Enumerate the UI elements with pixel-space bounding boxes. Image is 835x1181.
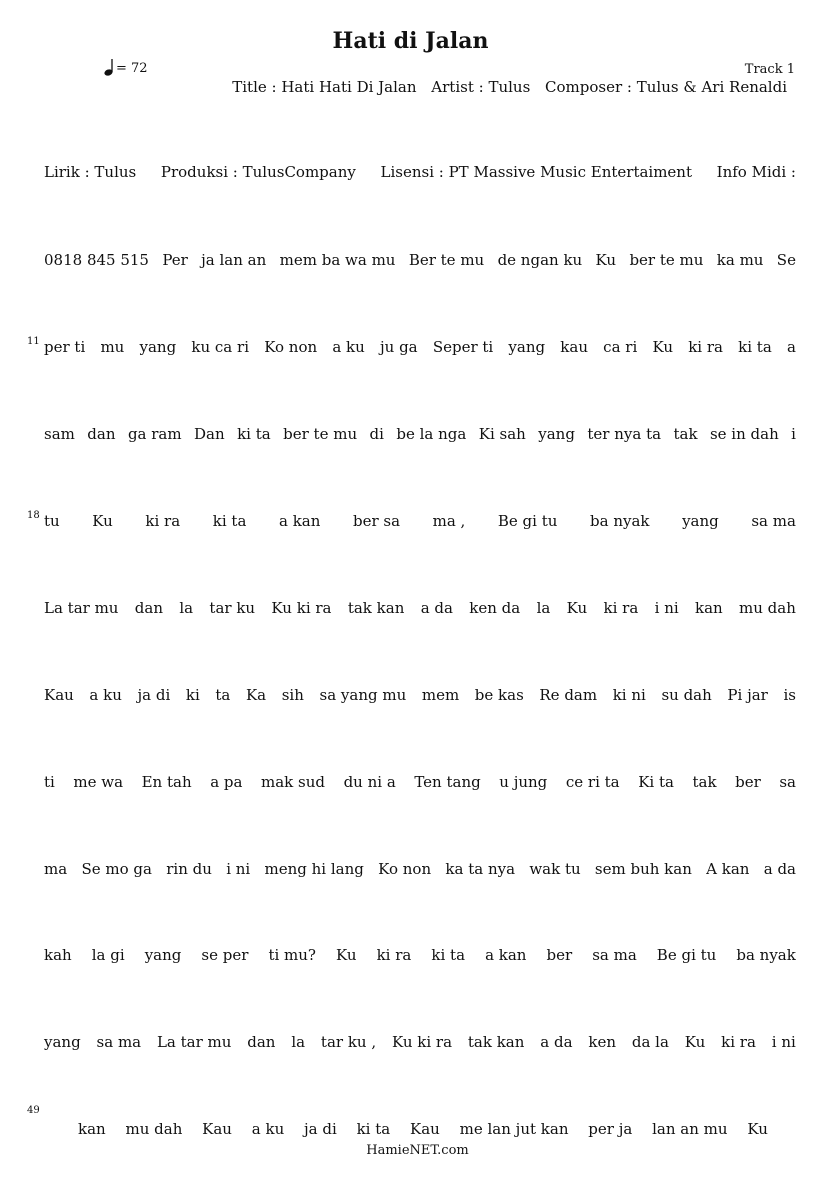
lyric-syllable: ka mu [716,251,764,269]
lyric-syllable: ka ta nya [445,860,516,878]
lyric-syllable: ber te mu [283,425,358,443]
lyric-syllable: de ngan ku [497,251,583,269]
lyric-syllable: ken da [469,599,521,617]
lyric-line [44,946,796,964]
lyric-line [44,686,796,704]
lyric-syllable: yang [144,946,182,964]
lyric-line [44,599,796,617]
lyric-syllable: kan [694,599,723,617]
lyric-syllable: sa [779,773,796,791]
page-title: Hati di Jalan [332,28,489,54]
lyric-syllable: a ku [89,686,122,704]
lyric-syllable: per ja [588,1120,633,1138]
lyric-syllable: i ni [226,860,251,878]
lyric-line [44,860,796,878]
lyric-syllable: a pa [210,773,243,791]
lyric-syllable: mem ba wa mu [279,251,396,269]
measure-number: 11 [27,336,40,347]
lyric-syllable: dan [134,599,164,617]
lyric-syllable: A kan [706,860,750,878]
lyric-syllable: Be gi tu [497,512,558,530]
track-label: Track 1 [744,62,795,77]
lyric-syllable: a da [763,860,796,878]
lyric-syllable: ma [44,860,68,878]
lyric-syllable: i [791,425,796,443]
lyric-line [44,163,796,181]
lyric-syllable: mu dah [125,1120,183,1138]
tempo-marking [103,58,148,76]
lyric-syllable: sa ma [751,512,796,530]
lyric-syllable: Kau [410,1120,440,1138]
lyric-line [44,425,796,443]
lyric-syllable: a kan [278,512,321,530]
lyric-syllable: se per [201,946,249,964]
lyric-syllable: ja di [304,1120,337,1138]
lyric-syllable: Per [162,251,188,269]
lyric-syllable: tak [673,425,698,443]
lyric-syllable: a kan [485,946,527,964]
lyric-syllable: yang [44,1033,81,1051]
lyric-syllable: ki ra [376,946,412,964]
lyric-syllable: be kas [474,686,524,704]
lyric-syllable: Ki ta [638,773,674,791]
lyric-syllable: tu [44,512,60,530]
lyric-syllable: ki ta [237,425,271,443]
lyric-line [44,512,796,530]
lyric-line [44,251,796,269]
lyric-syllable: kan [78,1120,106,1138]
lyric-syllable: ca ri [603,338,638,356]
lyric-syllable: ki ra [688,338,723,356]
lyric-syllable: rin du [166,860,212,878]
lyric-syllable: Ka [245,686,267,704]
lyric-syllable: ber te mu [629,251,704,269]
lyric-syllable: Lirik : Tulus [44,163,137,181]
lyric-syllable: sa ma [96,1033,142,1051]
lyric-syllable: ce ri ta [565,773,620,791]
lyric-syllable: Ten tang [414,773,481,791]
lyric-syllable: La tar mu [44,599,119,617]
measure-number: 18 [27,510,40,521]
quarter-note-icon [103,58,115,76]
lyric-syllable: di [369,425,384,443]
lyric-syllable: i ni [771,1033,796,1051]
lyric-syllable: Ko non [264,338,318,356]
lyric-syllable: Ku [336,946,357,964]
lyric-syllable: mu dah [739,599,796,617]
lyric-syllable: tar ku [209,599,256,617]
lyric-syllable: ki ta [356,1120,391,1138]
lyric-syllable: ti mu? [268,946,316,964]
lyric-syllable: sam [44,425,75,443]
lyric-syllable: ki ra [145,512,181,530]
lyric-syllable: a ku [251,1120,285,1138]
lyric-syllable: En tah [141,773,192,791]
lyric-syllable: Ber te mu [408,251,485,269]
lyric-syllable: a da [540,1033,573,1051]
lyric-syllable: kah [44,946,72,964]
lyric-syllable: Ki sah [478,425,526,443]
lyric-syllable: ter nya ta [587,425,662,443]
lyric-syllable: se in dah [709,425,779,443]
lyric-syllable: ber [735,773,761,791]
lyric-syllable: kau [560,338,588,356]
lyric-syllable: Dan [194,425,225,443]
lyric-syllable: yang [508,338,546,356]
tempo-value: = 72 [116,61,148,76]
meta-artist: Artist : Tulus [431,78,531,96]
lyric-syllable: me lan jut kan [459,1120,569,1138]
lyric-syllable: a [786,338,796,356]
lyric-syllable: is [783,686,796,704]
lyric-syllable: La tar mu [156,1033,232,1051]
lyric-syllable: dan [87,425,116,443]
meta-title: Title : Hati Hati Di Jalan [232,78,417,96]
lyric-syllable: tak [692,773,717,791]
lyric-syllable: u jung [499,773,548,791]
lyric-syllable: Ku [747,1120,768,1138]
lyric-syllable: yang [139,338,177,356]
lyric-syllable: Ku [652,338,673,356]
lyric-syllable: ga ram [127,425,182,443]
lyric-syllable: ku ca ri [191,338,249,356]
lyric-syllable: ju ga [380,338,418,356]
lyric-syllable: Se [776,251,796,269]
lyric-syllable: Se mo ga [81,860,152,878]
lyric-syllable: su dah [661,686,712,704]
lyric-syllable: ja lan an [201,251,267,269]
lyric-syllable: me wa [73,773,124,791]
lyric-syllable: ki ni [612,686,646,704]
lyric-syllable: ba nyak [590,512,650,530]
lyric-syllable: ma , [432,512,466,530]
lyric-syllable: ti [44,773,55,791]
lyric-syllable: ta [215,686,231,704]
lyric-line [44,338,796,356]
lyric-syllable: ber [546,946,573,964]
song-meta [222,78,787,96]
lyric-syllable: Ku [566,599,588,617]
lyric-line [44,773,796,791]
lyric-syllable: sih [281,686,304,704]
lyric-syllable: a da [420,599,453,617]
lyric-syllable: yang [538,425,575,443]
lyric-syllable: be la nga [396,425,467,443]
lyric-syllable: sa ma [592,946,637,964]
lyric-syllable: wak tu [529,860,581,878]
lyric-syllable: Ku [684,1033,706,1051]
lyric-syllable: Ko non [378,860,432,878]
lyric-syllable: ki ta [212,512,247,530]
lyric-syllable: Kau [202,1120,232,1138]
lyric-syllable: Ku ki ra [391,1033,453,1051]
lyric-syllable: ki ta [431,946,466,964]
lyric-syllable: Ku [595,251,617,269]
lyric-syllable: ber sa [352,512,401,530]
lyric-syllable: a ku [332,338,365,356]
lyric-syllable: Produksi : TulusCompany [160,163,356,181]
lyric-line [44,1033,796,1051]
lyric-syllable: la [536,599,551,617]
lyric-syllable: 0818 845 515 [44,251,149,269]
lyric-syllable: ki ra [603,599,639,617]
lyric-syllable: ken [588,1033,617,1051]
lyric-syllable: ki ra [721,1033,756,1051]
lyric-syllable: du ni a [343,773,396,791]
lyric-syllable: Lisensi : PT Massive Music Entertaiment [380,163,692,181]
lyric-syllable: ki ta [738,338,772,356]
lyric-syllable: meng hi lang [264,860,364,878]
lyric-syllable: Seper ti [432,338,494,356]
lyric-syllable: Ku [92,512,113,530]
lyric-syllable: tak kan [467,1033,525,1051]
lyric-syllable: dan [247,1033,276,1051]
lyric-syllable: la [291,1033,306,1051]
lyric-syllable: Re dam [539,686,598,704]
meta-composer: Composer : Tulus & Ari Renaldi [545,78,787,96]
lyric-syllable: da la [631,1033,669,1051]
lyric-syllable: per ti [44,338,86,356]
lyric-syllable: la gi [91,946,125,964]
lyric-syllable: ki [185,686,200,704]
footer-site: HamieNET.com [366,1143,469,1158]
lyric-syllable: Info Midi : [716,163,796,181]
lyric-syllable: sem buh kan [594,860,692,878]
lyric-syllable: Kau [44,686,74,704]
lyric-syllable: yang [682,512,719,530]
lyric-syllable: mem [421,686,460,704]
lyric-syllable: tar ku , [320,1033,377,1051]
lyric-syllable: tak kan [347,599,405,617]
lyric-syllable: ja di [137,686,171,704]
lyric-syllable: ba nyak [736,946,796,964]
lyric-syllable: i ni [654,599,679,617]
lyric-syllable: la [179,599,194,617]
lyric-syllable: Be gi tu [656,946,717,964]
lyric-syllable: Pi jar [727,686,768,704]
lyric-syllable: lan an mu [652,1120,728,1138]
lyric-syllable: Ku ki ra [271,599,332,617]
lyric-syllable: mu [100,338,125,356]
lyric-syllable: mak sud [261,773,325,791]
lyric-syllable: sa yang mu [319,686,407,704]
measure-number: 49 [27,1105,40,1116]
lyric-line [78,1120,768,1138]
